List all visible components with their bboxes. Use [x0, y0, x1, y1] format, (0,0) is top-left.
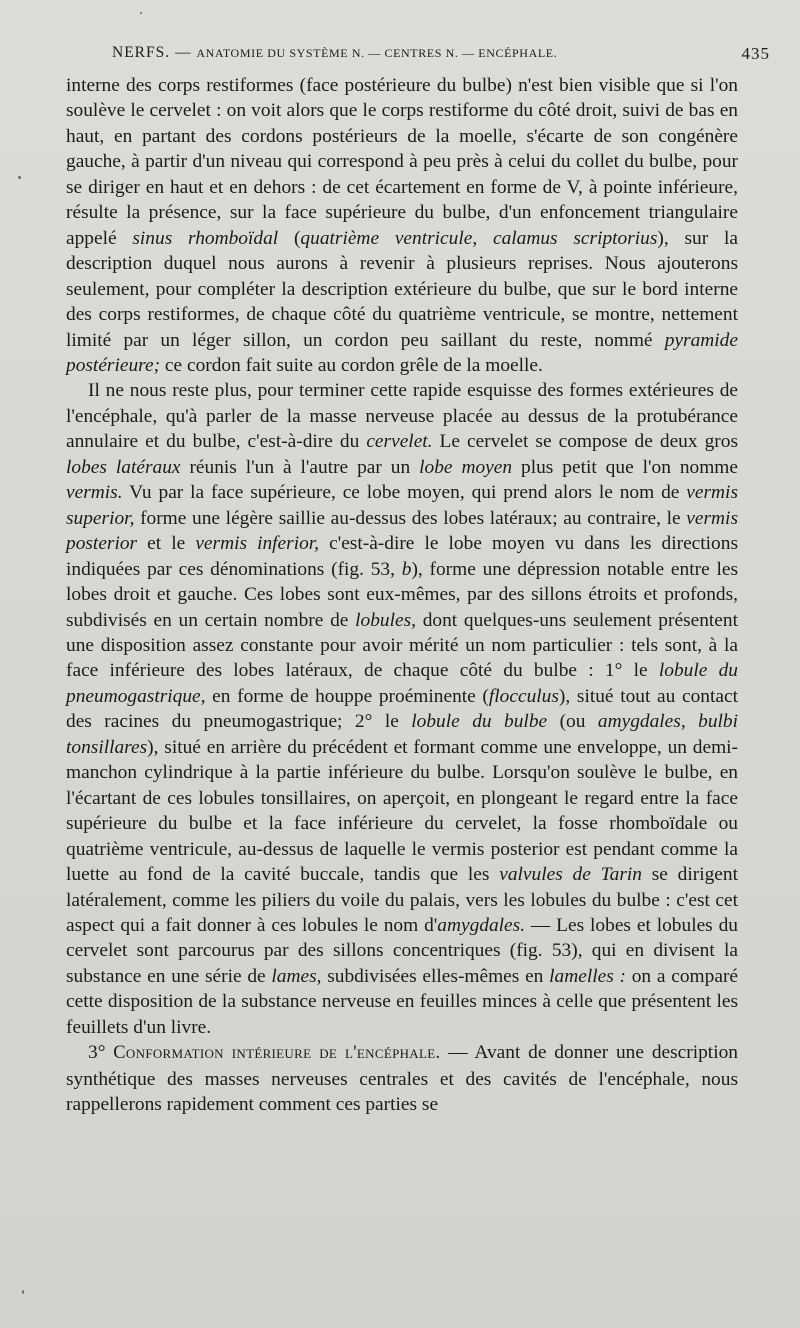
page-header: [112, 44, 772, 70]
paragraph-conformation: 3° Conformation intérieure de l'encéphale. — Avant de donner une description synthétique des masses nerveuses centrales et des cavités de l'encéphale, nous rappellerons rapidement comment ces parties se: [66, 1042, 738, 1116]
paper-speck: [140, 12, 142, 14]
paper-speck: [18, 176, 21, 179]
page-body: [66, 73, 738, 1118]
section-heading: Conformation intérieure de l'encéphale.: [113, 1043, 441, 1064]
paragraph-cervelet: Il ne nous reste plus, pour terminer cette rapide esquisse des formes extérieures de l'encéphale, qu'à parler de la masse nerveuse placée au dessus de la protubérance annulaire et du bulbe, c'est-à-dire du cervelet. Le cervelet se compose de deux gros lobes latéraux réunis l'un à l'autre par un lobe moyen plus petit que l'on nomme vermis. Vu par la face supérieure, ce lobe moyen, qui prend alors le nom de vermis superior, forme une légère saillie au-dessus des lobes latéraux; au contraire, le vermis posterior et le vermis inferior, c'est-à-dire le lobe moyen vu dans les directions indiquées par ces dénominations (fig. 53, b), forme une dépression notable entre les lobes droit et gauche. Ces lobes sont eux-mêmes, par des sillons étroits et profonds, subdivisés en un certain nombre de lobules, dont quelques-uns seulement présentent une disposition assez constante pour avoir mérité un nom particulier : tels sont, à la face inférieure des lobes latéraux, de chaque côté du bulbe : 1° le lobule du pneumogastrique, en forme de houppe proéminente (flocculus), situé tout au contact des racines du pneumogastrique; 2° le lobule du bulbe (ou amygdales, bulbi tonsillares), situé en arrière du précédent et formant comme une enveloppe, un demi-manchon cylindrique à la partie inférieure du bulbe. Lorsqu'on soulève le bulbe, en l'écartant de ces lobules tonsillaires, on aperçoit, en plongeant le regard entre la face supérieure du bulbe et la face inférieure du cervelet, la fosse rhomboïdale ou quatrième ventricule, au-dessus de laquelle le vermis posterior est pendant comme la luette au fond de la cavité buccale, tandis que les valvules de Tarin se dirigent latéralement, comme les piliers du voile du palais, vers les lobules du bulbe : c'est cet aspect qui a fait donner à ces lobules le nom d'amygdales. — Les lobes et lobules du cervelet sont parcourus par des sillons concentriques (fig. 53), qui en divisent la substance en une série de lames, subdivisées elles-mêmes en lamelles : on a comparé cette disposition de la substance nerveuse en feuilles minces à celle que présentent les feuillets d'un livre.: [66, 380, 739, 1038]
page-number: 435: [741, 44, 770, 63]
paragraph-bulbe: interne des corps restiformes (face postérieure du bulbe) n'est bien visible que si l'on soulève le cervelet : on voit alors que le corps restiforme du côté droit, suivi de bas en haut, en partant des cordons postérieurs de la moelle, s'écarte de son congénère gauche, à partir d'un niveau qui correspond à peu près à celui du collet du bulbe, pour se diriger en haut et en dehors : de cet écartement en forme de V, à pointe inférieure, résulte la présence, sur la face supérieure du bulbe, d'un enfoncement triangulaire appelé sinus rhomboïdal (quatrième ventricule, calamus scriptorius), sur la description duquel nous aurons à revenir à plusieurs reprises. Nous ajouterons seulement, pour compléter la description extérieure du bulbe, que sur le bord interne des corps restiformes, de chaque côté du quatrième ventricule, se montre, nettement limité par un léger sillon, un cordon peu saillant du reste, nommé pyramide postérieure; ce cordon fait suite au cordon grêle de la moelle.: [66, 75, 738, 376]
paper-speck: [22, 1290, 24, 1294]
running-title: NERFS. — ANATOMIE DU SYSTÈME N. — CENTRES N. — ENCÉPHALE.: [112, 44, 558, 61]
